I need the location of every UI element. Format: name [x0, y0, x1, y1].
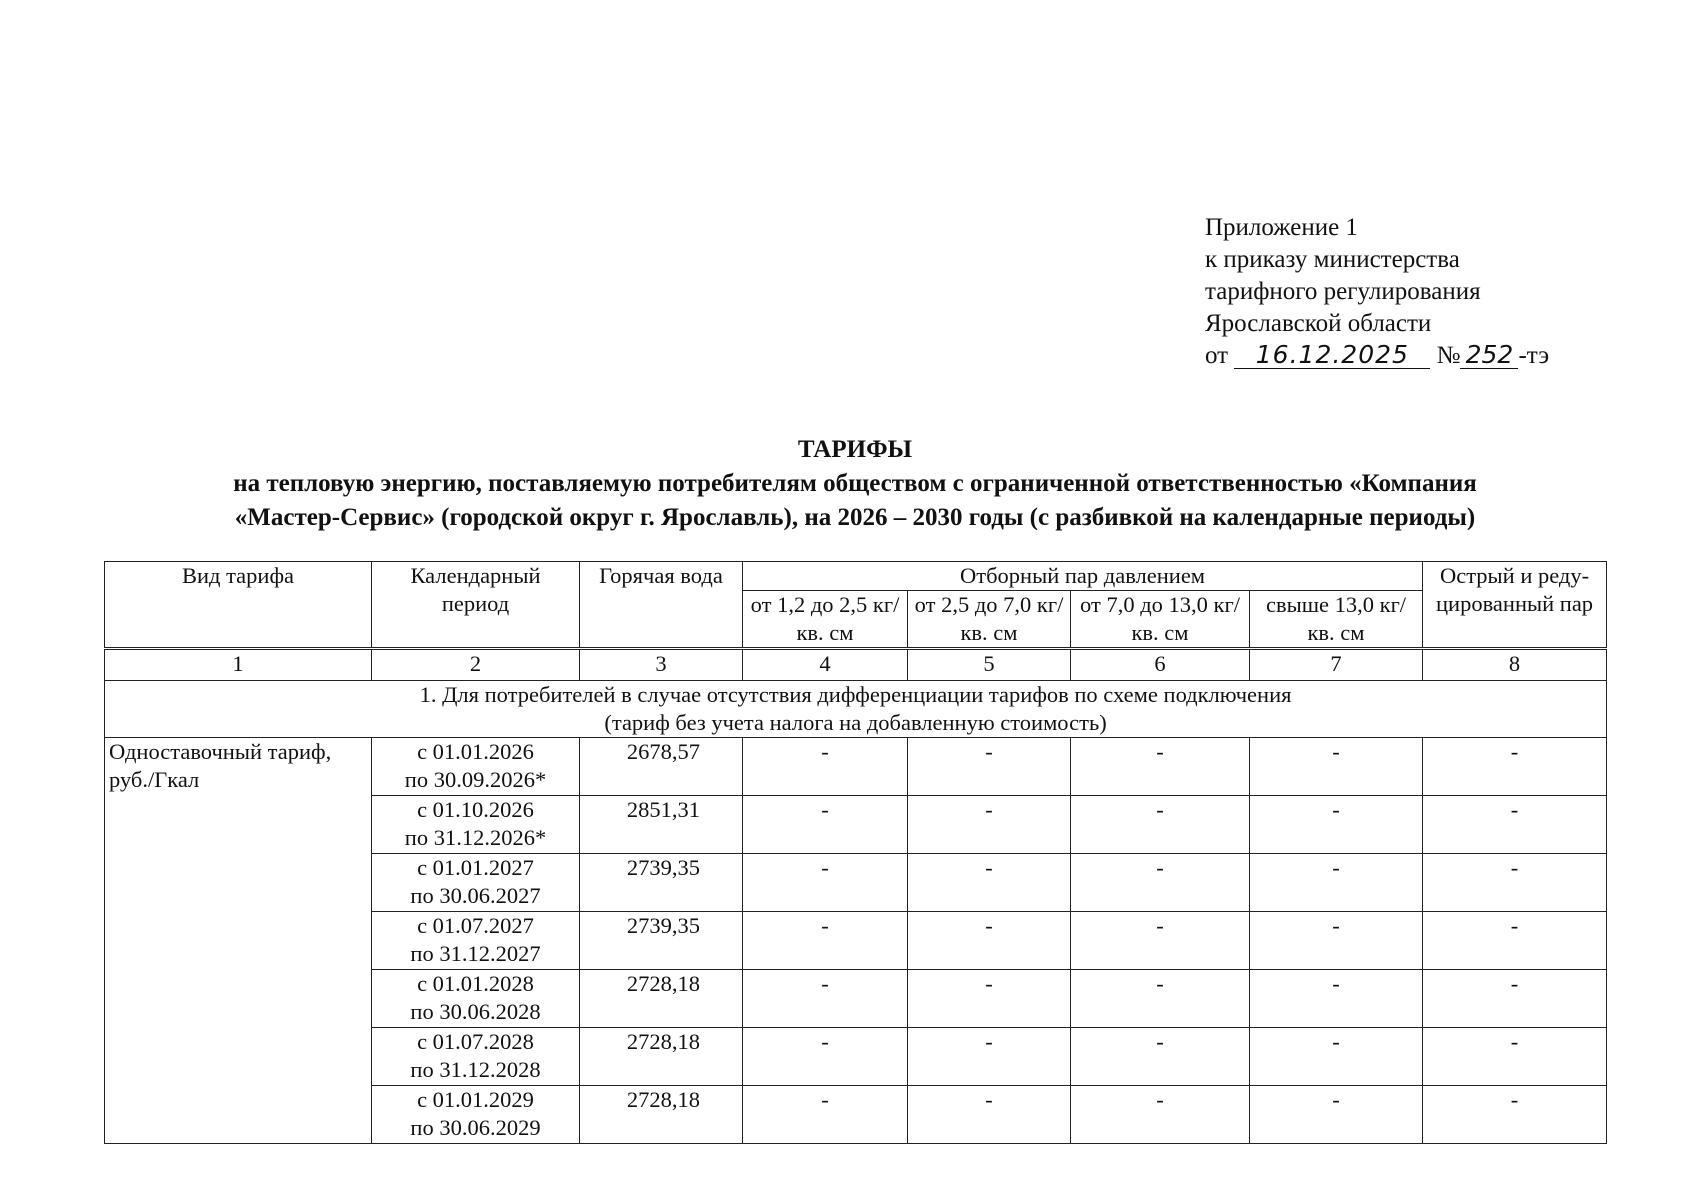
steam-value: - — [1071, 970, 1250, 1028]
table-row — [105, 738, 1607, 796]
tariff-name: Одноставочный тариф, руб./Гкал — [105, 738, 372, 1144]
sharp-steam-value: - — [1423, 738, 1607, 796]
header-steam: Отборный пар давлением — [743, 562, 1423, 591]
header-hot-water: Горячая вода — [580, 562, 743, 649]
sharp-steam-value: - — [1423, 912, 1607, 970]
title-line-1: на тепловую энергию, поставляемую потребителям обществом с ограниченной ответственностью «Компания — [233, 470, 1477, 497]
col-number: 7 — [1250, 649, 1423, 681]
steam-value: - — [1250, 796, 1423, 854]
title-line-2: «Мастер-Сервис» (городской округ г. Ярославль), на 2026 – 2030 годы (с разбивкой на календарные периоды) — [234, 504, 1476, 531]
steam-value: - — [908, 796, 1071, 854]
document-title — [104, 433, 1606, 535]
steam-value: - — [1250, 1028, 1423, 1086]
steam-value: - — [1071, 796, 1250, 854]
steam-value: - — [1250, 970, 1423, 1028]
section-heading — [105, 681, 1607, 738]
steam-value: - — [1071, 912, 1250, 970]
sharp-steam-value: - — [1423, 854, 1607, 912]
header-period: Календарный период — [372, 562, 580, 649]
period-cell: с 01.07.2027 по 31.12.2027 — [372, 912, 580, 970]
appendix-line-3: тарифного регулирования — [1205, 278, 1481, 305]
appendix-line-2: к приказу министерства — [1205, 246, 1460, 273]
steam-value: - — [1071, 738, 1250, 796]
header-sharp-steam: Острый и реду-цированный пар — [1423, 562, 1607, 649]
hot-water-value: 2739,35 — [580, 854, 743, 912]
order-suffix: -тэ — [1518, 342, 1550, 369]
order-date: 16.12.2025 — [1234, 342, 1430, 369]
period-cell: с 01.01.2029 по 30.06.2029 — [372, 1086, 580, 1144]
col-number: 1 — [105, 649, 372, 681]
title-main: ТАРИФЫ — [797, 436, 913, 463]
sharp-steam-value: - — [1423, 1086, 1607, 1144]
steam-value: - — [1250, 738, 1423, 796]
steam-value: - — [743, 970, 908, 1028]
steam-value: - — [1250, 912, 1423, 970]
steam-value: - — [743, 854, 908, 912]
sharp-steam-value: - — [1423, 796, 1607, 854]
section-line-2: (тариф без учета налога на добавленную стоимость) — [604, 710, 1107, 735]
steam-value: - — [908, 1086, 1071, 1144]
hot-water-value: 2851,31 — [580, 796, 743, 854]
period-cell: с 01.01.2027 по 30.06.2027 — [372, 854, 580, 912]
header-pressure-2: от 2,5 до 7,0 кг/ кв. см — [908, 591, 1071, 649]
steam-value: - — [1071, 1028, 1250, 1086]
steam-value: - — [743, 738, 908, 796]
tariff-table — [104, 561, 1607, 1144]
sharp-steam-value: - — [1423, 970, 1607, 1028]
hot-water-value: 2728,18 — [580, 1086, 743, 1144]
col-number: 3 — [580, 649, 743, 681]
sharp-steam-value: - — [1423, 1028, 1607, 1086]
steam-value: - — [908, 970, 1071, 1028]
appendix-block — [1205, 212, 1549, 372]
period-cell: с 01.01.2026 по 30.09.2026* — [372, 738, 580, 796]
number-sign: № — [1436, 342, 1461, 369]
steam-value: - — [908, 738, 1071, 796]
hot-water-value: 2728,18 — [580, 970, 743, 1028]
appendix-order-line — [1205, 340, 1549, 372]
steam-value: - — [743, 1028, 908, 1086]
steam-value: - — [1250, 854, 1423, 912]
section-line-1: 1. Для потребителей в случае отсутствия дифференциации тарифов по схеме подключения — [419, 682, 1292, 707]
col-number: 5 — [908, 649, 1071, 681]
section-row — [105, 681, 1607, 738]
hot-water-value: 2678,57 — [580, 738, 743, 796]
appendix-line-4: Ярославской области — [1205, 310, 1432, 337]
header-tariff-type: Вид тарифа — [105, 562, 372, 649]
column-number-row — [105, 649, 1607, 681]
period-cell: с 01.07.2028 по 31.12.2028 — [372, 1028, 580, 1086]
steam-value: - — [743, 796, 908, 854]
steam-value: - — [1071, 854, 1250, 912]
steam-value: - — [1071, 1086, 1250, 1144]
steam-value: - — [908, 912, 1071, 970]
steam-value: - — [743, 912, 908, 970]
col-number: 4 — [743, 649, 908, 681]
appendix-line-1: Приложение 1 — [1205, 214, 1358, 241]
col-number: 2 — [372, 649, 580, 681]
header-row-1 — [105, 562, 1607, 591]
col-number: 6 — [1071, 649, 1250, 681]
steam-value: - — [1250, 1086, 1423, 1144]
order-number: 252 — [1460, 342, 1518, 369]
steam-value: - — [743, 1086, 908, 1144]
steam-value: - — [908, 1028, 1071, 1086]
period-cell: с 01.01.2028 по 30.06.2028 — [372, 970, 580, 1028]
col-number: 8 — [1423, 649, 1607, 681]
header-pressure-3: от 7,0 до 13,0 кг/ кв. см — [1071, 591, 1250, 649]
from-label: от — [1205, 342, 1229, 369]
header-pressure-4: свыше 13,0 кг/ кв. см — [1250, 591, 1423, 649]
hot-water-value: 2728,18 — [580, 1028, 743, 1086]
hot-water-value: 2739,35 — [580, 912, 743, 970]
steam-value: - — [908, 854, 1071, 912]
period-cell: с 01.10.2026 по 31.12.2026* — [372, 796, 580, 854]
header-pressure-1: от 1,2 до 2,5 кг/ кв. см — [743, 591, 908, 649]
